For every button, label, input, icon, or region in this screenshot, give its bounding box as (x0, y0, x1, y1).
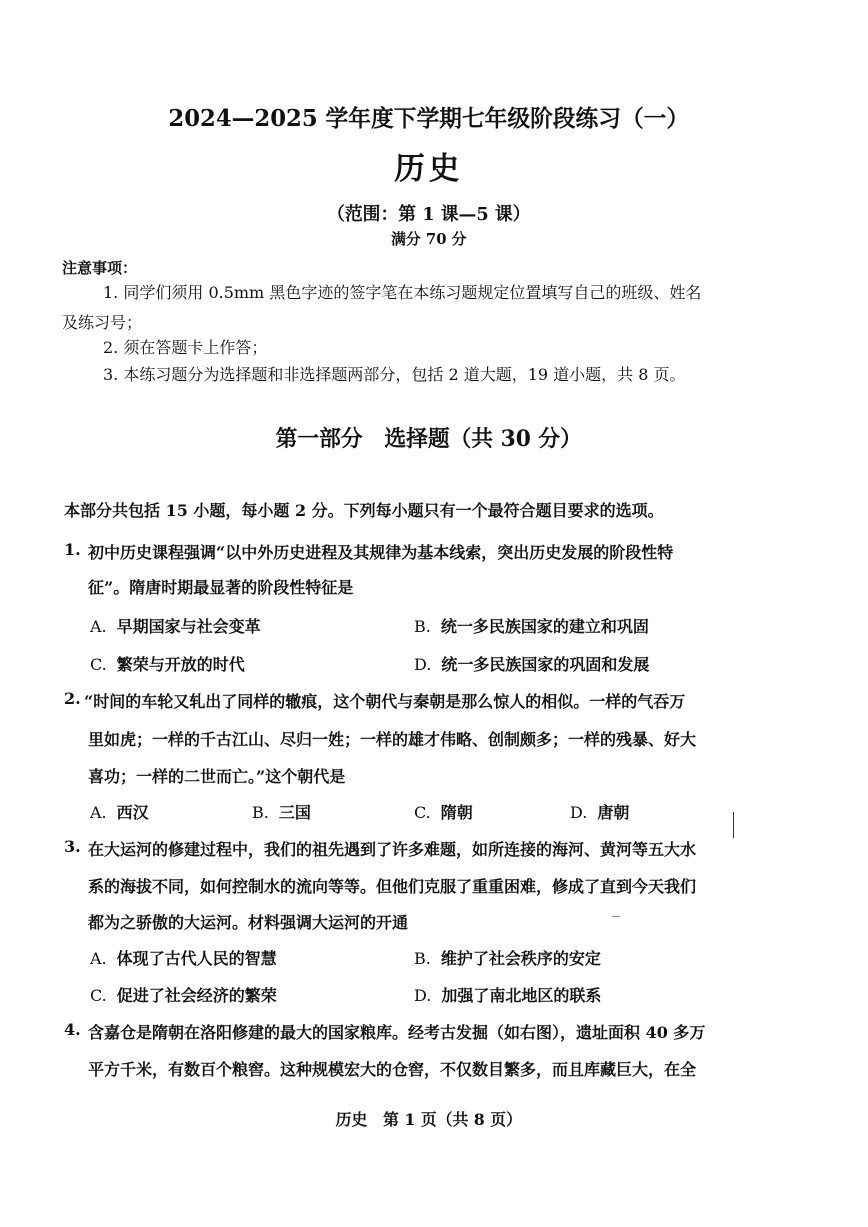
option-a (90, 946, 277, 969)
exam-title: 2024—2025 学年度下学期七年级阶段练习（一） (168, 105, 690, 132)
question-text: 都为之骄傲的大运河。材料强调大运河的开通 (88, 913, 409, 932)
option-text: 促进了社会经济的繁荣 (116, 986, 277, 1005)
question-text: 初中历史课程强调“以中外历史进程及其规律为基本线索，突出历史发展的阶段性特 (88, 543, 674, 562)
question-number: 4. (64, 1020, 81, 1039)
option-text: 维护了社会秩序的安定 (440, 949, 601, 968)
note-item-1: 1. 同学们须用 0.5mm 黑色字迹的签字笔在本练习题规定位置填写自己的班级、姓名 (103, 283, 702, 302)
note-item-2: 2. 须在答题卡上作答； (103, 338, 268, 357)
option-a (90, 800, 149, 823)
question-text: 里如虎；一样的千古江山、尽归一姓；一样的雄才伟略、创制颇多；一样的残暴、好大 (88, 730, 697, 749)
option-letter: A. (90, 803, 107, 822)
option-d (414, 983, 601, 1006)
option-d (570, 800, 629, 823)
question-number: 3. (64, 837, 81, 856)
scan-mark (733, 812, 734, 838)
subject-title: 历史 (394, 151, 464, 187)
note-item-1-cont: 及练习号； (62, 313, 143, 332)
option-letter: C. (414, 803, 431, 822)
question-text: 平方千米，有数百个粮窖。这种规模宏大的仓窖，不仅数目繁多，而且库藏巨大，在全 (88, 1060, 697, 1079)
option-c (90, 652, 245, 675)
option-b (252, 800, 311, 823)
option-text: 早期国家与社会变革 (116, 617, 261, 636)
option-letter: D. (570, 803, 588, 822)
option-d (414, 652, 649, 675)
option-text: 唐朝 (597, 803, 630, 822)
option-text: 繁荣与开放的时代 (116, 655, 245, 674)
option-letter: A. (90, 617, 107, 636)
option-text: 统一多民族国家的建立和巩固 (440, 617, 649, 636)
option-letter: D. (414, 986, 432, 1005)
option-text: 三国 (278, 803, 311, 822)
scan-mark (612, 916, 620, 917)
option-a (90, 614, 261, 637)
option-letter: A. (90, 949, 107, 968)
question-number: 2. (64, 689, 81, 708)
notes-heading: 注意事项： (62, 259, 138, 277)
question-text: 系的海拔不同，如何控制水的流向等等。但他们克服了重重困难，修成了直到今天我们 (88, 877, 697, 896)
option-text: 隋朝 (440, 803, 473, 822)
option-text: 加强了南北地区的联系 (441, 986, 602, 1005)
option-text: 西汉 (116, 803, 149, 822)
option-letter: C. (90, 655, 107, 674)
section-title: 第一部分 选择题（共 30 分） (275, 426, 582, 452)
question-text: 喜功；一样的二世而亡。”这个朝代是 (88, 767, 346, 786)
question-number: 1. (64, 540, 81, 559)
option-letter: C. (90, 986, 107, 1005)
section-intro: 本部分共包括 15 小题，每小题 2 分。下列每小题只有一个最符合题目要求的选项。 (64, 501, 664, 520)
question-text: 在大运河的修建过程中，我们的祖先遇到了许多难题，如所连接的海河、黄河等五大水 (88, 840, 697, 859)
option-text: 体现了古代人民的智慧 (116, 949, 277, 968)
full-score-text: 满分 70 分 (391, 230, 467, 248)
question-text: 含嘉仓是隋朝在洛阳修建的最大的国家粮库。经考古发掘（如右图），遗址面积 40 多万 (88, 1023, 706, 1042)
option-c (90, 983, 277, 1006)
option-b (414, 946, 601, 969)
option-text: 统一多民族国家的巩固和发展 (441, 655, 650, 674)
option-letter: D. (414, 655, 432, 674)
option-letter: B. (252, 803, 269, 822)
option-letter: B. (414, 617, 431, 636)
question-text: “时间的车轮又轧出了同样的辙痕，这个朝代与秦朝是那么惊人的相似。一样的气吞万 (84, 692, 686, 711)
option-b (414, 614, 649, 637)
page-footer: 历史 第 1 页（共 8 页） (335, 1110, 522, 1129)
question-text: 征”。隋唐时期最显著的阶段性特征是 (88, 578, 354, 597)
option-c (414, 800, 473, 823)
scope-text: （范围：第 1 课—5 课） (327, 204, 531, 225)
option-letter: B. (414, 949, 431, 968)
note-item-3: 3. 本练习题分为选择题和非选择题两部分，包括 2 道大题，19 道小题，共 8 页。 (103, 365, 686, 384)
